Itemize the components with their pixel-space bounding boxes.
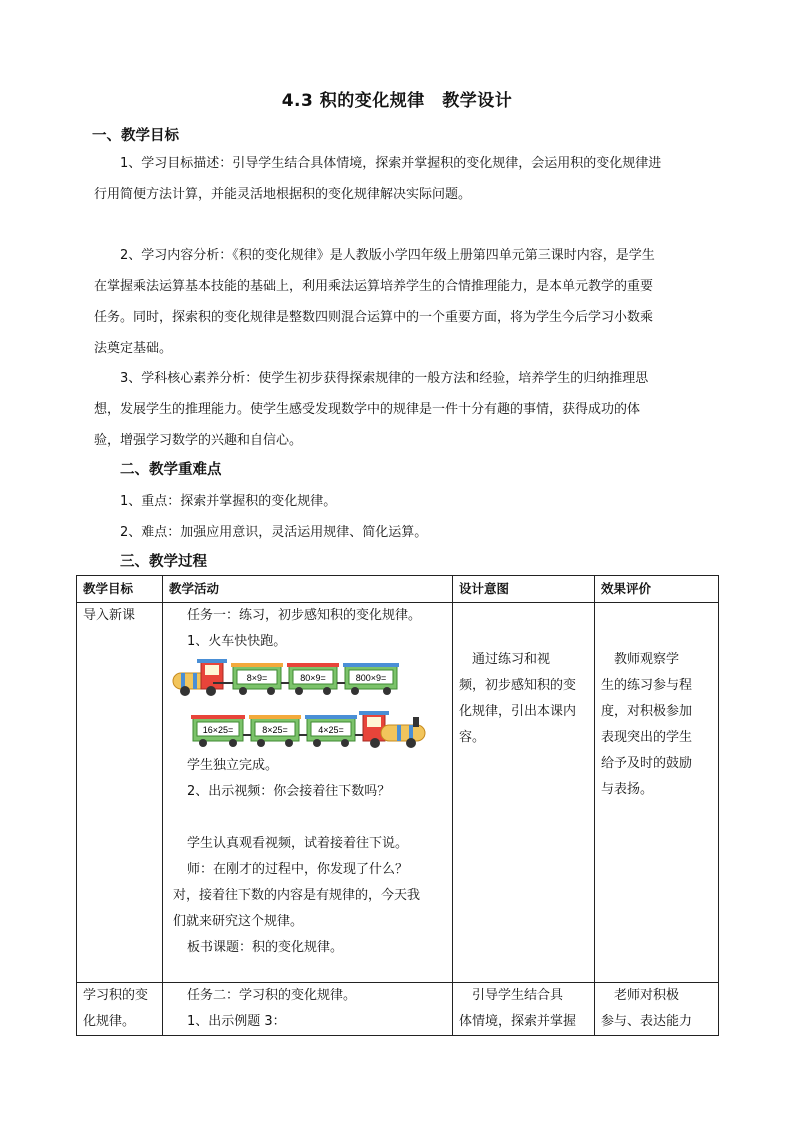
train1-car1-label: 8×9=: [246, 673, 268, 683]
goal-p1-line2: 行用简便方法计算，并能灵活地根据积的变化规律解决实际问题。: [94, 187, 472, 202]
goal-p1-line1: 1、学习目标描述：引导学生结合具体情境，探索并掌握积的变化规律，会运用积的变化规律进: [120, 156, 662, 171]
document-title: 4.3 积的变化规律 教学设计: [281, 91, 513, 111]
eval-line: 教师观察学: [601, 652, 680, 667]
item1-text: 1、火车快快跑。: [187, 634, 287, 649]
eval-line: 老师对积极: [601, 988, 680, 1003]
train-illustration-2: [191, 709, 431, 751]
teaching-process-table: [76, 575, 719, 1036]
table-row: [77, 983, 719, 1036]
row1-goal: 导入新课: [77, 603, 163, 983]
eval-line: 给予及时的鼓励: [601, 756, 693, 771]
intent-line: 引导学生结合具: [459, 988, 564, 1003]
item2-text: 2、出示视频：你会接着往下数吗？: [187, 784, 391, 799]
train-engine-icon: [359, 711, 425, 748]
goal-p2-line4: 法奠定基础。: [94, 341, 173, 356]
keypoint-line1: 1、重点：探索并掌握积的变化规律。: [120, 494, 337, 509]
train-engine-icon: [173, 659, 227, 696]
goal-line: 学习积的变: [83, 988, 149, 1003]
train2-car1-label: 16×25=: [202, 725, 234, 735]
section-heading-process: 三、教学过程: [120, 554, 207, 570]
intent-line: 容。: [459, 730, 486, 745]
example-text: 1、出示例题 3：: [187, 1014, 286, 1029]
train2-car3-label: 4×25=: [318, 725, 344, 735]
teacher-text-2: 对，接着往下数的内容是有规律的，今天我: [173, 888, 421, 903]
eval-line: 表现突出的学生: [601, 730, 693, 745]
intent-line: 频，初步感知积的变: [459, 678, 577, 693]
eval-line: 参与、表达能力: [601, 1014, 693, 1029]
row2-evaluation: [595, 983, 719, 1036]
eval-line: 度，对积极参加: [601, 704, 693, 719]
row1-intent: [453, 603, 595, 983]
row2-goal: [77, 983, 163, 1036]
eval-line: 生的练习参与程: [601, 678, 693, 693]
board-text: 板书课题：积的变化规律。: [187, 940, 344, 955]
after-train-text: 学生独立完成。: [187, 758, 279, 773]
train1-car3-label: 800×9=: [355, 673, 387, 683]
keypoint-line2: 2、难点：加强应用意识，灵活运用规律、简化运算。: [120, 525, 428, 540]
intent-line: 体情境，探索并掌握: [459, 1014, 577, 1029]
teacher-text-3: 们就来研究这个规律。: [173, 914, 304, 929]
goal-p3-line2: 想，发展学生的推理能力。使学生感受发现数学中的规律是一件十分有趣的事情，获得成功的体: [94, 402, 641, 417]
header-intent: 设计意图: [453, 576, 595, 603]
watch-text: 学生认真观看视频，试着接着往下说。: [187, 836, 409, 851]
row2-activity: [163, 983, 453, 1036]
goal-p2-line3: 任务。同时，探索积的变化规律是整数四则混合运算中的一个重要方面，将为学生今后学习小数乘: [94, 310, 654, 325]
intent-line: 化规律，引出本课内: [459, 704, 577, 719]
goal-line: 化规律。: [83, 1014, 136, 1029]
table-row: [77, 603, 719, 983]
task1-text: 任务一：练习，初步感知积的变化规律。: [187, 608, 422, 623]
row2-intent: [453, 983, 595, 1036]
row1-activity: [163, 603, 453, 983]
section-heading-goals: 一、教学目标: [92, 128, 179, 144]
eval-line: 与表扬。: [601, 782, 654, 797]
header-activity: 教学活动: [163, 576, 453, 603]
teacher-text-1: 师：在刚才的过程中，你发现了什么？: [187, 862, 409, 877]
goal-p2-line1: 2、学习内容分析：《积的变化规律》是人教版小学四年级上册第四单元第三课时内容，是学生: [120, 248, 655, 263]
row1-evaluation: [595, 603, 719, 983]
section-heading-keypoints: 二、教学重难点: [120, 462, 222, 478]
header-evaluation: 效果评价: [595, 576, 719, 603]
train2-car2-label: 8×25=: [262, 725, 288, 735]
train-illustration-1: [171, 659, 401, 697]
task2-text: 任务二：学习积的变化规律。: [187, 988, 357, 1003]
goal-p2-line2: 在掌握乘法运算基本技能的基础上，利用乘法运算培养学生的合情推理能力，是本单元教学的重要: [94, 279, 654, 294]
table-header-row: [77, 576, 719, 603]
goal-p3-line3: 验，增强学习数学的兴趣和自信心。: [94, 433, 303, 448]
intent-line: 通过练习和视: [459, 652, 551, 667]
train1-car2-label: 80×9=: [300, 673, 326, 683]
header-goal: 教学目标: [77, 576, 163, 603]
goal-p3-line1: 3、学科核心素养分析：使学生初步获得探索规律的一般方法和经验，培养学生的归纳推理思: [120, 371, 649, 386]
